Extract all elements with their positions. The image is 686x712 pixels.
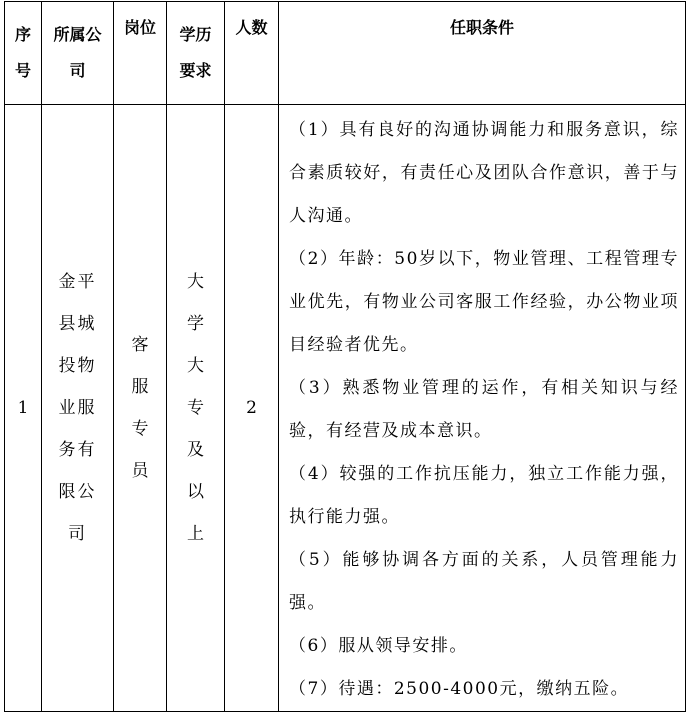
header-position-text: 岗位 <box>123 18 156 37</box>
cell-education <box>167 105 225 712</box>
header-position <box>114 2 167 105</box>
header-education <box>167 2 225 105</box>
header-company <box>42 2 114 105</box>
requirement-item: （4）较强的工作抗压能力，独立工作能力强，执行能力强。 <box>289 464 679 527</box>
requirement-item: （1）具有良好的沟通协调能力和服务意识，综合素质较好，有责任心及团队合作意识，善于与人沟通。 <box>289 120 679 226</box>
header-index <box>5 2 42 105</box>
row-index: 1 <box>17 398 29 418</box>
requirement-item: （5）能够协调各方面的关系，人员管理能力强。 <box>289 550 679 613</box>
header-index-line1: 序 <box>14 25 31 44</box>
cell-position <box>114 105 167 712</box>
header-requirements <box>279 2 686 105</box>
job-requirements-table <box>4 1 686 712</box>
cell-count <box>225 105 279 712</box>
requirement-item: （7）待遇：2500-4000元，缴纳五险。 <box>289 679 630 699</box>
header-company-line2: 司 <box>69 61 86 80</box>
row-count: 2 <box>246 398 257 418</box>
header-education-line2: 要求 <box>179 61 212 80</box>
row-education: 大学大专及以上 <box>187 272 204 544</box>
requirement-item: （2）年龄：50岁以下，物业管理、工程管理专业优先，有物业公司客服工作经验，办公物业项目经验者优先。 <box>289 249 679 355</box>
table-row <box>5 105 686 712</box>
cell-requirements <box>279 105 686 712</box>
header-row <box>5 2 686 105</box>
row-company: 金平县城投物业服务有限公司 <box>58 272 97 544</box>
header-company-line1: 所属公 <box>53 25 102 44</box>
requirement-item: （6）服从领导安排。 <box>289 636 468 656</box>
cell-company <box>42 105 114 712</box>
cell-index <box>5 105 42 712</box>
header-requirements-text: 任职条件 <box>449 18 514 37</box>
row-position: 客服专员 <box>131 335 149 481</box>
header-count <box>225 2 279 105</box>
job-table-wrapper <box>4 1 686 712</box>
header-education-line1: 学历 <box>179 25 212 44</box>
header-index-line2: 号 <box>14 61 31 80</box>
requirement-item: （3）熟悉物业管理的运作，有相关知识与经验，有经营及成本意识。 <box>289 378 679 441</box>
header-count-text: 人数 <box>235 18 268 37</box>
